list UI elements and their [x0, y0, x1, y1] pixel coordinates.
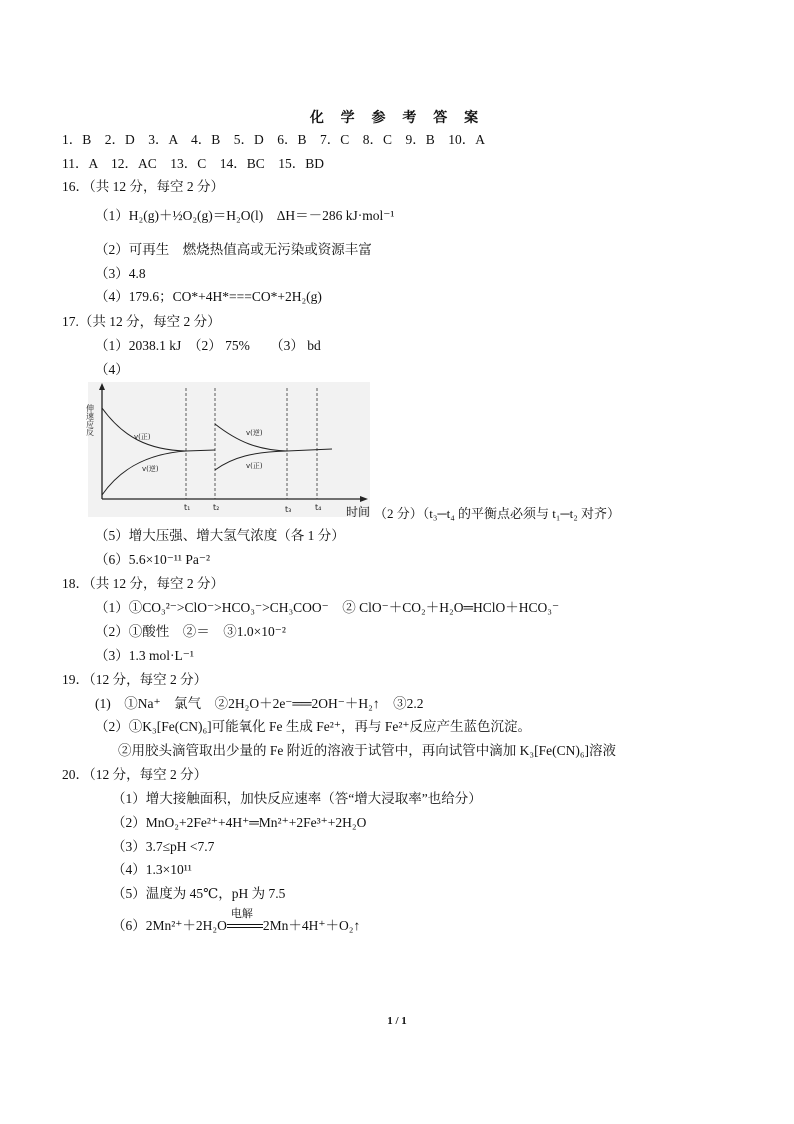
q19-header: 19．（12 分，每空 2 分） [62, 672, 208, 687]
q17-answer-5: （5）增大压强、增大氢气浓度（各 1 分） [95, 528, 345, 543]
page-number: 1 / 1 [387, 1015, 407, 1027]
q17-answer-6: （6）5.6×10⁻¹¹ Pa⁻² [95, 552, 211, 567]
mcq-answers-line-2: 11．A 12．AC 13．C 14．BC 15．BD [62, 156, 325, 171]
q20-answer-1: （1）增大接触面积，加快反应速率（答“增大浸取率”也给分） [112, 791, 482, 806]
q18-answer-2: （2）①酸性 ②＝ ③1.0×10⁻² [95, 624, 286, 639]
q19-answer-2b: ②用胶头滴管取出少量的 Fe 附近的溶液于试管中，再向试管中滴加 K₃[Fe(CN)₆]溶液 [118, 743, 617, 758]
q18-answer-3: （3）1.3 mol·L⁻¹ [95, 648, 194, 663]
curve-label-forward-2: v(正) [246, 462, 263, 470]
electrolysis-arrow [227, 908, 263, 935]
mcq-answers-line-1: 1．B 2．D 3．A 4．B 5．D 6．B 7．C 8．C 9．B 10．A [62, 132, 486, 147]
x-axis-label: 时间 [346, 505, 371, 519]
q19-answer-1: (1) ①Na⁺ 氯气 ②2H₂O＋2e⁻══2OH⁻＋H₂↑ ③2.2 [95, 696, 424, 711]
q20-answer-2: （2）MnO₂+2Fe²⁺+4H⁺═Mn²⁺+2Fe³⁺+2H₂O [112, 815, 367, 830]
q18-answer-1: （1）①CO₃²⁻>ClO⁻>HCO₃⁻>CH₃COO⁻ ② ClO⁻＋CO₂＋H₂O═HClO＋HCO₃⁻ [95, 600, 560, 615]
q17-answer-4-label: （4） [95, 362, 129, 377]
q20-header: 20．（12 分，每空 2 分） [62, 767, 208, 782]
q20-answer-6 [112, 908, 361, 935]
tick-t1: t₁ [184, 503, 191, 512]
tick-t2: t₂ [213, 503, 220, 512]
rate-time-graph [85, 382, 370, 517]
curve-label-reverse-2: v(逆) [246, 429, 263, 437]
q16-answer-2: （2）可再生 燃烧热值高或无污染或资源丰富 [95, 242, 372, 257]
electrolysis-condition: 电解 [230, 908, 253, 920]
q16-answer-4: （4）179.6；CO*+4H*===CO*+2H₂(g) [95, 289, 322, 304]
y-axis-label: 伸速应反 [85, 404, 95, 436]
q20-answer-6-reactants: （6）2Mn²⁺＋2H₂O [112, 918, 227, 933]
tick-t4: t₄ [315, 503, 322, 512]
q19-answer-2: （2）①K₃[Fe(CN)₆]可能氧化 Fe 生成 Fe²⁺，再与 Fe²⁺反应产生蓝色沉淀。 [95, 719, 531, 734]
curve-label-reverse-1: v(逆) [142, 465, 159, 473]
q18-header: 18．（共 12 分，每空 2 分） [62, 576, 224, 591]
q17-answers-1-3: （1）2038.1 kJ （2） 75% （3） bd [95, 338, 321, 353]
q16-header: 16．（共 12 分，每空 2 分） [62, 179, 224, 194]
q17-header: 17.（共 12 分，每空 2 分） [62, 314, 221, 329]
curve-label-forward-1: v(正) [134, 433, 151, 441]
double-line [227, 924, 263, 928]
q17-graph-note: （2 分）（t₃─t₄ 的平衡点必须与 t₁─t₂ 对齐） [374, 506, 620, 521]
q20-answer-6-products: 2Mn＋4H⁺＋O₂↑ [262, 918, 361, 933]
q20-answer-3: （3）3.7≤pH <7.7 [112, 839, 215, 854]
q16-answer-3: （3）4.8 [95, 266, 146, 281]
tick-t3: t₃ [285, 505, 292, 514]
q16-answer-1: （1）H₂(g)＋½O₂(g)＝H₂O(l) ΔH＝－286 kJ·mol⁻¹ [95, 208, 395, 223]
q20-answer-5: （5）温度为 45℃，pH 为 7.5 [112, 886, 286, 901]
q20-answer-4: （4）1.3×10¹¹ [112, 862, 192, 877]
page-title: 化 学 参 考 答 案 [309, 110, 485, 126]
